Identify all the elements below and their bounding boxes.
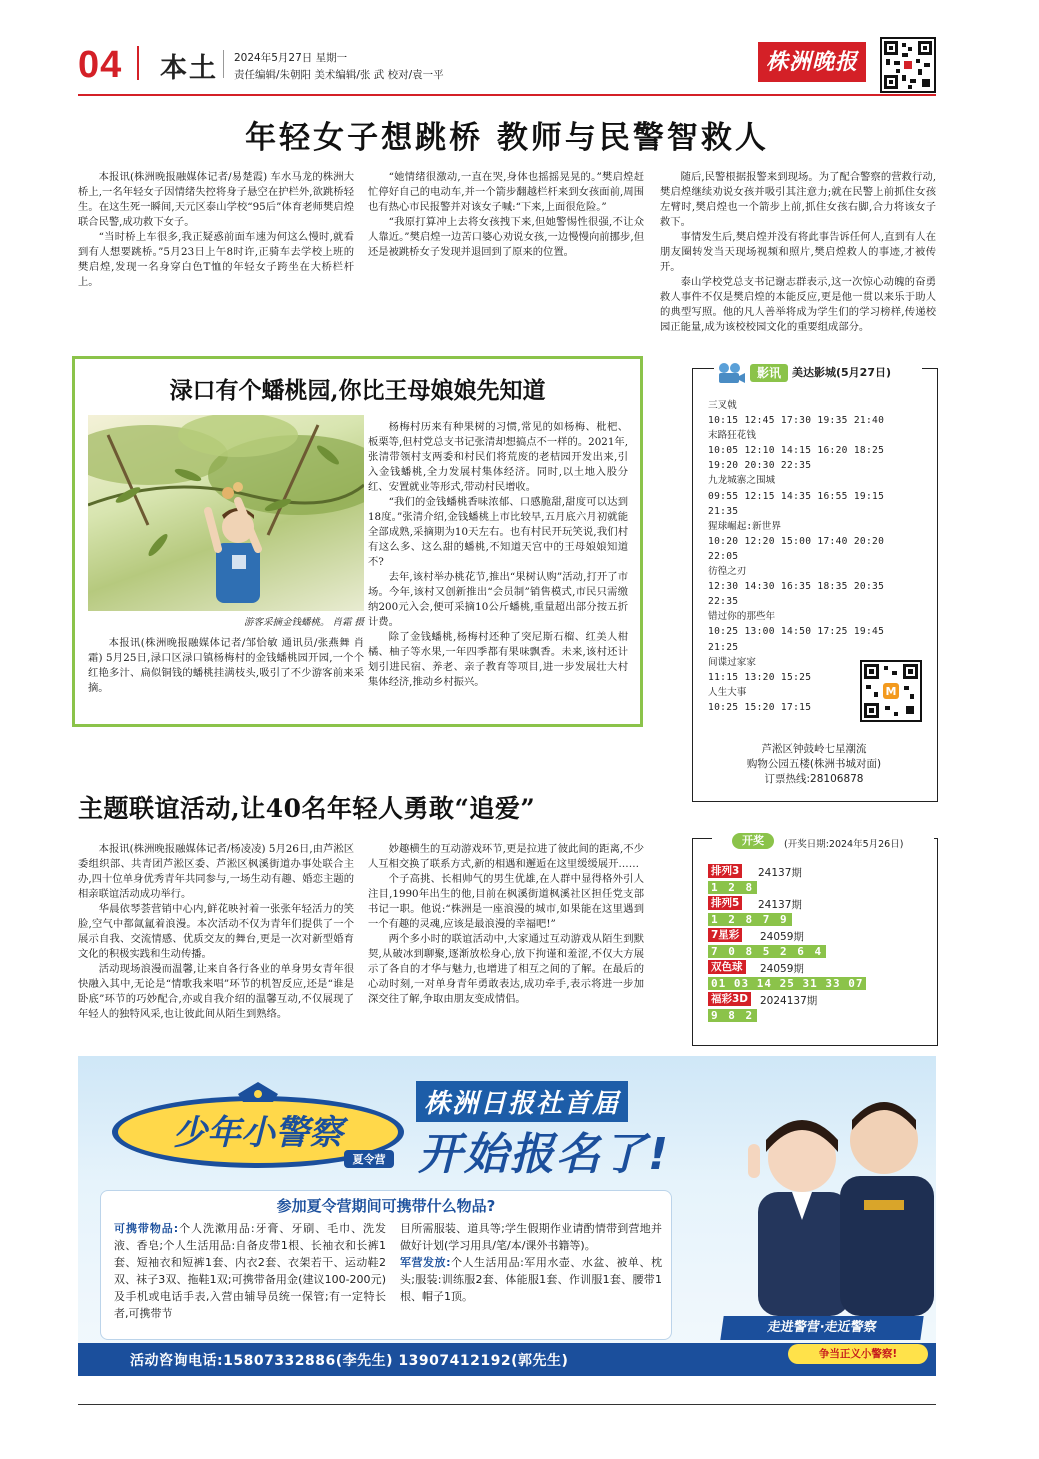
lottery-numbers: 1 2 8 7 9 <box>708 913 792 926</box>
story2-lead-paragraph: 本报讯(株洲晚报融媒体记者/邹恰敏 通讯员/张燕舞 肖霜) 5月25日,渌口区渌口镇杨梅村的金钱蟠桃园开园,一个个红艳多汁、扁似铜钱的蟠桃挂满枝头,吸引了不少游客前来采摘。 <box>88 637 364 694</box>
ad-items-column-2 <box>400 1220 662 1305</box>
story2-paragraph: “我们的金钱蟠桃香味浓郁、口感脆甜,甜度可以达到18度。”张清介绍,金钱蟠桃上市比较早,五月底六月初就能全部成熟,采摘期为10天左右。也有村民开玩笑说,我们村有这么多、这么甜的蟠桃,不知道天宫中的王母娘娘知道不? <box>368 496 628 568</box>
story2-paragraph: 杨梅村历来有种果树的习惯,常见的如杨梅、枇杷、板栗等,但村党总支书记张清却想搞点不一样的。2021年,张清带领村支两委和村民们将荒废的老桔园开发出来,引入金钱蟠桃,全力发展村集体经济。同时,以土地入股分红、安置就业等形式,带动村民增收。 <box>368 421 628 493</box>
film-title: 间谍过家家 <box>708 656 756 668</box>
header-rule <box>78 94 936 96</box>
lottery-numbers: 9 8 2 <box>708 1009 757 1022</box>
qr-code-icon[interactable] <box>880 37 936 93</box>
lottery-issue: 24137期 <box>758 867 802 879</box>
address-line: 购物公园五楼(株洲书城对面) <box>746 758 882 770</box>
ad-title-line1: 株洲日报社首届 <box>416 1081 628 1122</box>
junior-police-badge <box>108 1080 408 1174</box>
story2-paragraph: 除了金钱蟠桃,杨梅村还种了突尼斯石榴、红美人柑橘、柚子等水果,一年四季都有果味飘香。未来,该村还计划引进民宿、养老、亲子教育等项目,进一步发展壮大村集体经济,推动乡村振兴。 <box>368 631 628 688</box>
ad-items-text-cont: 目所需服装、道具等;学生假期作业请酌情带到营地并做好计划(学习用具/笔/本/课外书籍等)。 <box>400 1222 662 1252</box>
story1-paragraph: “她情绪很激动,一直在哭,身体也摇摇晃晃的。”樊启煌赶忙停好自己的电动车,并一个箭步翻越栏杆来到女孩面前,周围也有热心市民报警并对该女子喊:“下来,上面很危险。” <box>368 171 644 213</box>
film-title: 猩球崛起:新世界 <box>708 520 781 532</box>
ad-badge-subtitle: 夏令营 <box>352 1153 386 1166</box>
film-showtimes: 22:05 <box>708 550 739 562</box>
film-showtimes: 10:25 13:00 14:50 17:25 19:45 <box>708 626 885 638</box>
ad-card-title: 参加夏令营期间可携带什么物品? <box>276 1197 496 1215</box>
film-title: 彷徨之刃 <box>708 566 747 578</box>
lottery-issue: 2024137期 <box>760 995 818 1007</box>
story1-headline: 年轻女子想跳桥 教师与民警智救人 <box>245 120 769 156</box>
ad-items-key: 可携带物品: <box>114 1222 179 1235</box>
story3-paragraph: 妙趣横生的互动游戏环节,更是拉进了彼此间的距离,不少人互相交换了联系方式,新的相遇和邂逅在这里缓缓展开…… <box>368 843 644 870</box>
photo-caption: 游客采摘金钱蟠桃。 肖霜 摄 <box>243 617 364 628</box>
lottery-game-name: 排列3 <box>708 864 742 878</box>
story1-column-3 <box>660 170 936 335</box>
lottery-issue: 24137期 <box>758 899 802 911</box>
lottery-game-name: 双色球 <box>708 960 746 974</box>
lottery-game-name: 福彩3D <box>708 992 751 1006</box>
story1-paragraph: “我原打算冲上去将女孩拽下来,但她警惕性很强,不让众人靠近。”樊启煌一边苦口婆心劝说女孩,一边慢慢向前挪步,但还是被跳桥女子发现并退回到了原来的位置。 <box>368 216 644 258</box>
film-showtimes: 11:15 13:20 15:25 <box>708 671 812 683</box>
story2-column-2 <box>368 420 628 690</box>
story3-paragraph: 活动现场浪漫而温馨,让来自各行各业的单身男女青年很快融入其中,无论是“情歌我来唱”环节的机智反应,还是“谁是卧底”环节的巧妙配合,亦或自我介绍的温馨互动,不仅展现了年轻人的独特风采,也让彼此间从陌生到熟络。 <box>78 963 354 1020</box>
svg-text:M: M <box>885 685 897 698</box>
film-camera-icon <box>716 362 746 384</box>
story1-paragraph: 泰山学校党总支书记谢志群表示,这一次惊心动魄的奋勇救人事件不仅是樊启煌的本能反应,更是他一贯以来乐于助人的典型写照。他的凡人善举将成为学生们的学习榜样,传递校园正能量,成为该校校园文化的重要组成部分。 <box>660 276 936 333</box>
cinema-qr-code-icon[interactable] <box>860 660 922 722</box>
peach-picking-photo <box>88 415 364 611</box>
film-title: 人生大事 <box>708 686 747 698</box>
story3-headline: 主题联谊活动,让40名年轻人勇敢“追爱” <box>78 794 536 823</box>
ad-contact-phone[interactable]: 活动咨询电话:15807332886(李先生) 13907412192(郭先生) <box>130 1353 569 1369</box>
story3-paragraph: 华晨依琴荟营销中心内,鲜花映衬着一张张年轻活力的笑脸,空气中都氤氲着浪漫。本次活动不仅为青年们提供了一个展示自我、交流情感、优质交友的舞台,更是一次对新型婚育文化的积极实践和生动传播。 <box>78 903 354 960</box>
ad-items-column-1 <box>114 1220 386 1322</box>
newspaper-logo: 株洲晚报 <box>758 42 866 82</box>
film-showtimes: 10:15 12:45 17:30 19:35 21:40 <box>708 415 885 427</box>
film-showtimes: 21:35 <box>708 505 739 517</box>
film-title: 九龙城寨之围城 <box>708 475 776 487</box>
story1-paragraph: 本报讯(株洲晚报融媒体记者/易楚霞) 车水马龙的株洲大桥上,一名年轻女子因情绪失控将身子悬空在护栏外,欲跳桥轻生。在这生死一瞬间,天元区泰山学校“95后”体育老师樊启煌联合民警,成功救下女子。 <box>78 171 354 228</box>
story3-paragraph: 两个多小时的联谊活动中,大家通过互动游戏从陌生到默契,从破冰到聊聚,逐渐放松身心,放下拘谨和羞涩,不仅大方展示了各自的才华与魅力,也增进了相互之间的了解。在最后的心动时刻,一对单身青年勇敢表达,成功牵手,表示将进一步加深交往了解,争取由朋友变成情侣。 <box>368 933 644 1005</box>
lottery-issue: 24059期 <box>760 963 804 975</box>
story2-headline: 渌口有个蟠桃园,你比王母娘娘先知道 <box>169 377 546 404</box>
issue-date: 2024年5月27日 星期一 <box>234 52 348 64</box>
story1-column-1 <box>78 170 354 290</box>
ad-issued-text: 个人生活用品:军用水壶、水盆、被单、枕头;服装:训练服2套、体能服1套、作训服1套、腰带1根、帽子1顶。 <box>400 1256 662 1303</box>
cinema-address <box>704 742 924 787</box>
lottery-issue: 24059期 <box>760 931 804 943</box>
story3-column-2 <box>368 842 644 1007</box>
section-title: 本土 <box>160 53 218 84</box>
booking-hotline: 订票热线:28106878 <box>764 773 864 785</box>
lottery-numbers: 7 0 8 5 2 6 4 <box>708 945 826 958</box>
story3-paragraph: 个子高挑、长相帅气的男生优雄,在人群中显得格外引人注目,1990年出生的他,目前在枫溪街道枫溪社区担任党支部书记一职。他说:“株洲是一座浪漫的城市,如果能在这里遇到一个有趣的灵魂,应该是最浪漫的幸福吧!” <box>368 873 644 930</box>
lottery-label: 开奖 <box>732 833 774 849</box>
movie-section-label: 影讯 <box>750 364 788 382</box>
ad-slogan: 走进警营·走近警察 <box>720 1316 923 1340</box>
masthead-divider <box>137 46 139 80</box>
masthead-divider-thin <box>223 50 224 78</box>
lottery-game-name: 7星彩 <box>708 928 742 942</box>
film-title: 三叉戟 <box>708 400 737 411</box>
film-title: 错过你的那些年 <box>708 611 776 623</box>
ad-title-line2: 开始报名了! <box>418 1129 671 1180</box>
ad-items-text: 个人洗漱用品:牙膏、牙刷、毛巾、洗发液、香皂;个人生活用品:自备皮带1根、长袖衣和长裤1套、短袖衣和短裤1套、内衣2套、衣架若干、运动鞋2双、袜子3双、拖鞋1双;可携带备用金(建议100-200元)及手机或电话手表,入营由辅导员统一保管;有一定特长者,可携带节 <box>114 1222 386 1320</box>
ad-issued-key: 军营发放: <box>400 1256 451 1269</box>
story1-paragraph: 随后,民警根据报警来到现场。为了配合警察的营救行动,樊启煌继续劝说女孩并吸引其注意力;就在民警上前抓住女孩左臂时,樊启煌也一个箭步上前,抓住女孩右脚,合力将该女子救下。 <box>660 171 936 228</box>
story2-paragraph: 去年,该村举办桃花节,推出“果树认购”活动,打开了市场。今年,该村又创新推出“会员制”销售模式,市民只需缴纳200元入会,便可采摘10公斤蟠桃,重量超出部分按五折计费。 <box>368 571 628 628</box>
film-showtimes: 10:25 15:20 17:15 <box>708 701 812 713</box>
lottery-numbers: 1 2 8 <box>708 881 757 894</box>
address-line: 芦淞区钟鼓岭七星潮流 <box>761 743 867 755</box>
film-showtimes: 09:55 12:15 14:35 16:55 19:15 <box>708 490 885 502</box>
page-number: 04 <box>78 44 123 86</box>
lottery-game-name: 排列5 <box>708 896 742 910</box>
lottery-draw-date: (开奖日期:2024年5月26日) <box>784 839 904 850</box>
story2-lead <box>88 636 364 696</box>
film-title: 末路狂花钱 <box>708 430 756 442</box>
lottery-numbers: 01 03 14 25 31 33 07 <box>708 977 866 990</box>
editor-credits: 责任编辑/朱朝阳 美术编辑/张 武 校对/袁一平 <box>234 69 444 81</box>
ad-slogan-secondary: 争当正义小警察! <box>788 1344 928 1364</box>
story1-column-2 <box>368 170 644 260</box>
film-showtimes: 10:20 12:20 15:00 17:40 20:20 <box>708 535 885 547</box>
film-showtimes: 22:35 <box>708 596 739 608</box>
cinema-name: 美达影城(5月27日) <box>792 366 892 379</box>
story3-paragraph: 本报讯(株洲晚报融媒体记者/杨凌凌) 5月26日,由芦淞区委组织部、共青团芦淞区委、芦淞区枫溪街道办事处联合主办,四十位单身优秀青年共同参与,一场生动有趣、婚恋主题的相亲联谊活动成功举行。 <box>78 843 354 900</box>
story3-column-1 <box>78 842 354 1022</box>
ad-badge-title: 少年小警察 <box>173 1113 343 1153</box>
film-showtimes: 19:20 20:30 22:35 <box>708 460 812 472</box>
film-showtimes: 12:30 14:30 16:35 18:35 20:35 <box>708 581 885 593</box>
footer-rule <box>78 1404 936 1405</box>
film-showtimes: 10:05 12:10 14:15 16:20 18:25 <box>708 445 885 457</box>
story1-paragraph: “当时桥上车很多,我正疑惑前面车速为何这么慢时,就看到有人想要跳桥。”5月23日上午8时许,正骑车去学校上班的樊启煌,发现一名身穿白色T恤的年轻女子跨坐在大桥栏杆上。 <box>78 231 354 288</box>
film-showtimes: 21:25 <box>708 641 739 653</box>
story1-paragraph: 事情发生后,樊启煌并没有将此事告诉任何人,直到有人在朋友圈转发当天现场视频和照片,樊启煌救人的事迹,才被传开。 <box>660 231 936 273</box>
child-police-figures <box>744 1080 934 1316</box>
